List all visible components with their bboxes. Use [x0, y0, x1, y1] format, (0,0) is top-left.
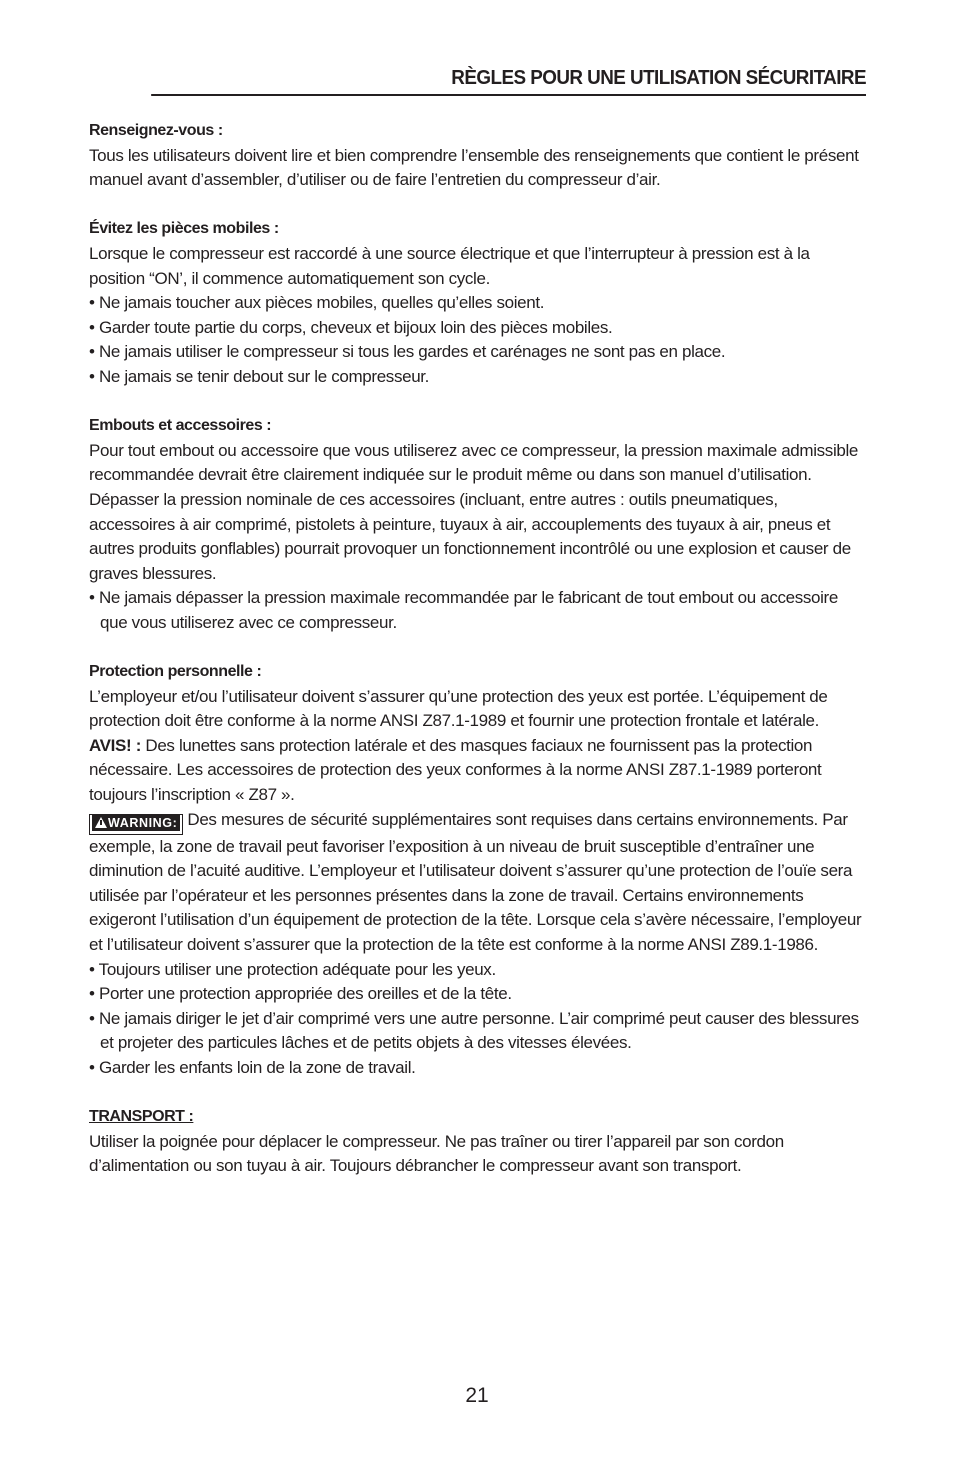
section-spacer: [89, 193, 866, 218]
avis-text: Des lunettes sans protection latérale et des masques faciaux ne fournissent pas la protection nécessaire. Les accessoires de protection des yeux conformes à la norme ANSI Z87.1-1989 porteront toujours l’inscription « Z87 ».: [89, 735, 822, 805]
section-paragraph: Utiliser la poignée pour déplacer le compresseur. Ne pas traîner ou tirer l’appareil par son cordon d’alimentation ou son tuyau à air. Toujours débrancher le compresseur avant son transport.: [89, 1131, 784, 1176]
bullet-item: • Porter une protection appropriée des oreilles et de la tête.: [89, 984, 512, 1004]
bullet-item: • Ne jamais dépasser la pression maximale recommandée par le fabricant de tout embout ou accessoire que vous utiliserez avec ce compresseur.: [89, 588, 838, 632]
section-heading: TRANSPORT :: [89, 1108, 194, 1126]
bullet-item: • Ne jamais utiliser le compresseur si tous les gardes et carénages ne sont pas en place.: [89, 342, 726, 362]
warning-text: Des mesures de sécurité supplémentaires sont requises dans certains environnements. Par exemple, la zone de travail peut favoriser l’exposition à un niveau de bruit susceptible d’entraîner une diminution de l’acuité auditive. L’employeur et l’utilisateur doivent s’assurer qu’une protection de l’ouïe sera utilisée par l’opérateur et les personnes présentes dans la zone de travail. Certains environnements exigeront l’utilisation d’un équipement de protection de la tête. Lorsque cela s’avère nécessaire, l’employeur et l’utilisateur doivent s’assurer que la protection de la tête est conforme à la norme ANSI Z89.1-1986.: [89, 809, 862, 954]
section-paragraph: Lorsque le compresseur est raccordé à une source électrique et que l’interrupteur à pression est à la position “ON’, il commence automatiquement son cycle.: [89, 243, 810, 288]
section-spacer: [89, 390, 866, 415]
section-paragraph: Tous les utilisateurs doivent lire et bien comprendre l’ensemble des renseignements que contient le présent manuel avant d’assembler, d’utiliser ou de faire l’entretien du compresseur d’air.: [89, 145, 859, 190]
section-heading: Protection personnelle :: [89, 663, 262, 681]
section-heading: Renseignez-vous :: [89, 122, 223, 139]
bullet-item: • Ne jamais toucher aux pièces mobiles, quelles qu’elles soient.: [89, 293, 545, 313]
section-protection: [89, 660, 866, 1081]
warning-paragraph: [89, 808, 866, 958]
page-title: RÈGLES POUR UNE UTILISATION SÉCURITAIRE: [151, 62, 866, 96]
document-page: [89, 62, 866, 1179]
warning-badge-inner: [92, 815, 180, 831]
section-paragraph: L’employeur et/ou l’utilisateur doivent s’assurer qu’une protection des yeux est portée. L’équipement de protection doit être conforme à la norme ANSI Z87.1-1989 et fournir une protection frontale et latérale.: [89, 686, 828, 731]
section-pieces-mobiles: [89, 217, 866, 389]
section-spacer: [89, 635, 866, 660]
bullet-item: • Garder les enfants loin de la zone de travail.: [89, 1057, 416, 1077]
warning-badge: [89, 814, 183, 835]
section-transport: [89, 1105, 866, 1179]
section-paragraph: Pour tout embout ou accessoire que vous utiliserez avec ce compresseur, la pression maximale admissible recommandée devrait être clairement indiquée sur le produit même ou dans son manuel d’utilisation. Dépasser la pression nominale de ces accessoires (incluant, entre autres : outils pneumatiques, accessoires à air comprimé, pistolets à peinture, tuyaux à air, accouplements des tuyaux à air, pneus et autres produits gonflables) pourrait provoquer un fonctionnement incontrôlé ou une explosion et causer de graves blessures.: [89, 440, 859, 583]
avis-paragraph: [89, 734, 866, 808]
avis-label: AVIS! :: [89, 735, 142, 755]
bullet-item: • Ne jamais diriger le jet d’air comprimé vers une autre personne. L’air comprimé peut causer des blessures et projeter des particules lâches et de petits objets à des vitesses élevées.: [89, 1008, 859, 1053]
page-number: 21: [465, 1384, 489, 1407]
section-heading: Embouts et accessoires :: [89, 417, 272, 435]
warning-label: WARNING:: [108, 815, 178, 830]
section-renseignez: [89, 119, 866, 193]
section-embouts: [89, 414, 866, 635]
bullet-item: • Ne jamais se tenir debout sur le compresseur.: [89, 366, 430, 386]
bullet-item: • Garder toute partie du corps, cheveux et bijoux loin des pièces mobiles.: [89, 317, 613, 337]
section-spacer: [89, 1081, 866, 1106]
section-heading: Évitez les pièces mobiles :: [89, 220, 279, 238]
bullet-item: • Toujours utiliser une protection adéquate pour les yeux.: [89, 959, 496, 979]
warning-triangle-icon: [95, 817, 107, 828]
page-content: [89, 119, 866, 1179]
